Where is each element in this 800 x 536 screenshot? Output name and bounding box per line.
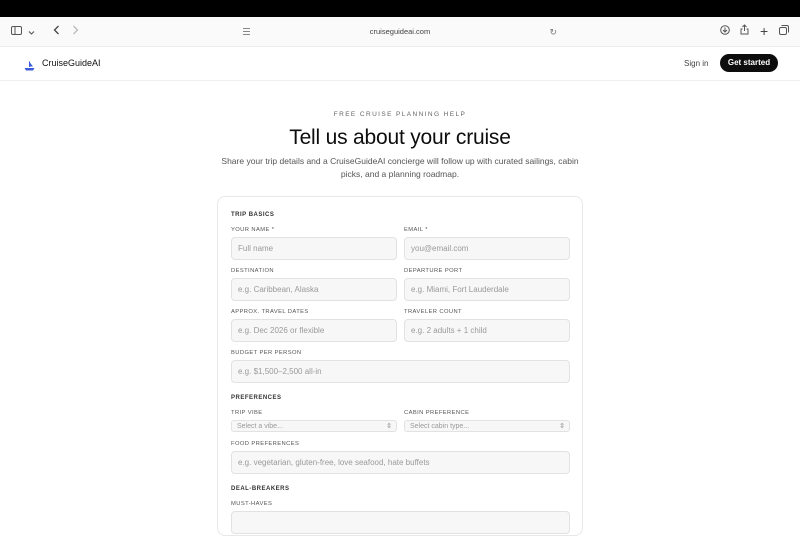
budget-input[interactable] [231, 360, 570, 383]
cabin-preference-label: CABIN PREFERENCE [404, 410, 470, 416]
food-preferences-label: FOOD PREFERENCES [231, 441, 300, 447]
ship-logo-icon[interactable] [24, 58, 35, 68]
url-text: cruiseguideai.com [369, 27, 431, 36]
departure-port-input[interactable] [404, 278, 570, 301]
eyebrow-text: FREE CRUISE PLANNING HELP [333, 111, 467, 118]
destination-label: DESTINATION [231, 268, 274, 274]
must-haves-label: MUST-HAVES [231, 501, 273, 507]
cruise-form [217, 196, 583, 536]
reload-icon[interactable]: ↻ [549, 27, 557, 37]
email-input[interactable] [404, 237, 570, 260]
address-bar[interactable] [237, 23, 563, 41]
section-heading-trip-basics: TRIP BASICS [231, 212, 275, 218]
sign-in-link[interactable]: Sign in [684, 59, 709, 68]
departure-port-label: DEPARTURE PORT [404, 268, 463, 274]
page-subtitle: Share your trip details and a CruiseGuideAI concierge will follow up with curated sailings, cabin picks, and a planning roadmap. [221, 156, 579, 179]
browser-toolbar [0, 17, 800, 47]
forward-icon[interactable] [72, 25, 79, 39]
tabs-icon[interactable] [779, 25, 789, 39]
trip-vibe-value: Select a vibe... [237, 423, 283, 430]
system-top-bar [0, 0, 800, 17]
destination-input[interactable] [231, 278, 397, 301]
select-chevron-icon: ⇳ [386, 423, 392, 430]
name-label: YOUR NAME * [231, 227, 275, 233]
traveler-count-label: TRAVELER COUNT [404, 309, 462, 315]
trip-vibe-label: TRIP VIBE [231, 410, 263, 416]
name-input[interactable] [231, 237, 397, 260]
traveler-count-input[interactable] [404, 319, 570, 342]
get-started-button[interactable]: Get started [720, 54, 778, 72]
trip-vibe-select[interactable] [231, 420, 397, 432]
travel-dates-label: APPROX. TRAVEL DATES [231, 309, 309, 315]
cabin-preference-select[interactable] [404, 420, 570, 432]
chevron-down-icon[interactable] [28, 26, 35, 40]
reader-icon[interactable] [243, 28, 250, 36]
site-header [0, 47, 800, 81]
back-icon[interactable] [53, 25, 60, 39]
section-heading-deal-breakers: DEAL-BREAKERS [231, 486, 290, 492]
download-icon[interactable] [720, 25, 730, 39]
new-tab-icon[interactable]: + [760, 23, 769, 39]
share-icon[interactable] [740, 24, 749, 39]
brand-name[interactable]: CruiseGuideAI [42, 58, 101, 68]
select-chevron-icon: ⇳ [559, 423, 565, 430]
email-label: EMAIL * [404, 227, 428, 233]
page-title: Tell us about your cruise [289, 126, 511, 149]
travel-dates-input[interactable] [231, 319, 397, 342]
section-heading-preferences: PREFERENCES [231, 395, 282, 401]
budget-label: BUDGET PER PERSON [231, 350, 302, 356]
sidebar-icon[interactable] [11, 25, 22, 39]
cabin-preference-value: Select cabin type... [410, 423, 470, 430]
food-preferences-input[interactable] [231, 451, 570, 474]
must-haves-input[interactable] [231, 511, 570, 534]
